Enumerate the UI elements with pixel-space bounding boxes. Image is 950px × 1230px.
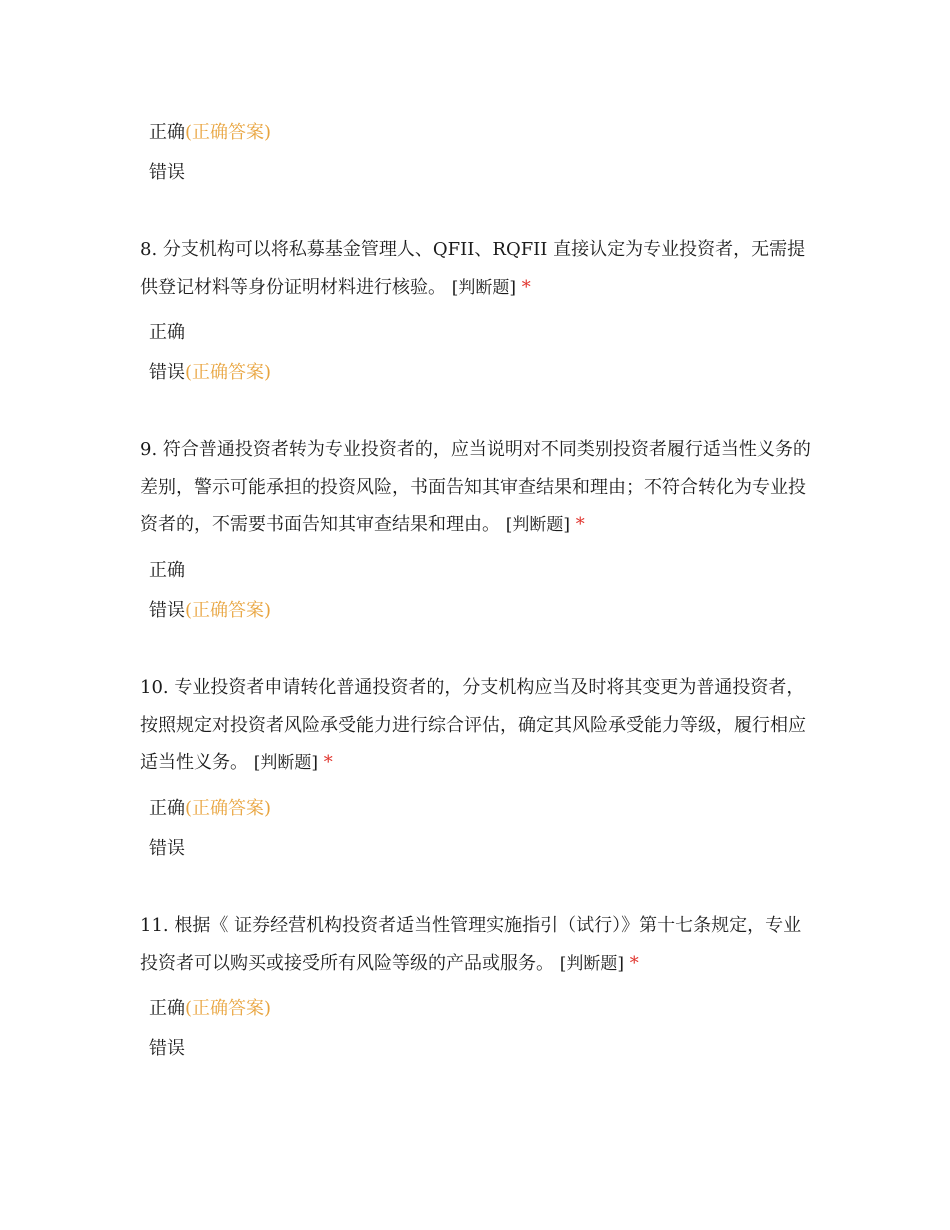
- question-number: 8.: [140, 239, 158, 260]
- question-9-option-correct: [149, 559, 185, 583]
- option-label: 正确: [149, 122, 185, 143]
- option-label: 正确: [149, 798, 185, 819]
- question-number: 11.: [140, 915, 169, 936]
- question-8-option-wrong: [149, 361, 271, 385]
- question-text: 专业投资者申请转化普通投资者的，分支机构应当及时将其变更为普通投资者，按照规定对投资者风险承受能力进行综合评估，确定其风险承受能力等级，履行相应适当性义务。: [140, 677, 806, 773]
- prev-question-option-wrong: [149, 161, 185, 185]
- question-8: [140, 231, 815, 307]
- question-9: [140, 431, 815, 545]
- question-text: 符合普通投资者转为专业投资者的，应当说明对不同类别投资者履行适当性义务的差别，警示可能承担的投资风险，书面告知其审查结果和理由；不符合转化为专业投资者的，不需要书面告知其审查结果和理由。: [140, 439, 811, 535]
- option-label: 错误: [149, 362, 185, 383]
- question-11-option-correct: [149, 997, 271, 1021]
- question-11-option-wrong: [149, 1037, 185, 1061]
- question-text: 根据《 证券经营机构投资者适当性管理实施指引（试行）》第十七条规定，专业投资者可以购买或接受所有风险等级的产品或服务。: [140, 915, 802, 974]
- option-label: 正确: [149, 322, 185, 343]
- question-text: 分支机构可以将私募基金管理人、QFII、RQFII 直接认定为专业投资者，无需提供登记材料等身份证明材料进行核验。: [140, 239, 806, 298]
- option-label: 正确: [149, 560, 185, 581]
- option-label: 错误: [149, 838, 185, 859]
- correct-answer-tag: (正确答案): [185, 798, 272, 819]
- correct-answer-tag: (正确答案): [185, 362, 272, 383]
- option-label: 错误: [149, 162, 185, 183]
- correct-answer-tag: (正确答案): [185, 998, 272, 1019]
- option-label: 正确: [149, 998, 185, 1019]
- required-mark: *: [575, 514, 585, 535]
- question-10: [140, 669, 815, 783]
- required-mark: *: [521, 276, 531, 298]
- question-type: [判断题]: [559, 953, 624, 974]
- question-10-option-wrong: [149, 837, 185, 861]
- prev-question-option-correct: [149, 121, 271, 145]
- correct-answer-tag: (正确答案): [185, 122, 272, 143]
- question-10-option-correct: [149, 797, 271, 821]
- question-11: [140, 907, 815, 983]
- required-mark: *: [629, 952, 639, 974]
- required-mark: *: [323, 752, 333, 773]
- question-type: [判断题]: [451, 277, 516, 298]
- question-number: 10.: [140, 677, 169, 698]
- question-8-option-correct: [149, 321, 185, 345]
- option-label: 错误: [149, 600, 185, 621]
- question-type: [判断题]: [253, 753, 318, 773]
- option-label: 错误: [149, 1038, 185, 1059]
- question-type: [判断题]: [505, 515, 570, 535]
- question-number: 9.: [140, 439, 158, 460]
- question-9-option-wrong: [149, 599, 271, 623]
- correct-answer-tag: (正确答案): [185, 600, 272, 621]
